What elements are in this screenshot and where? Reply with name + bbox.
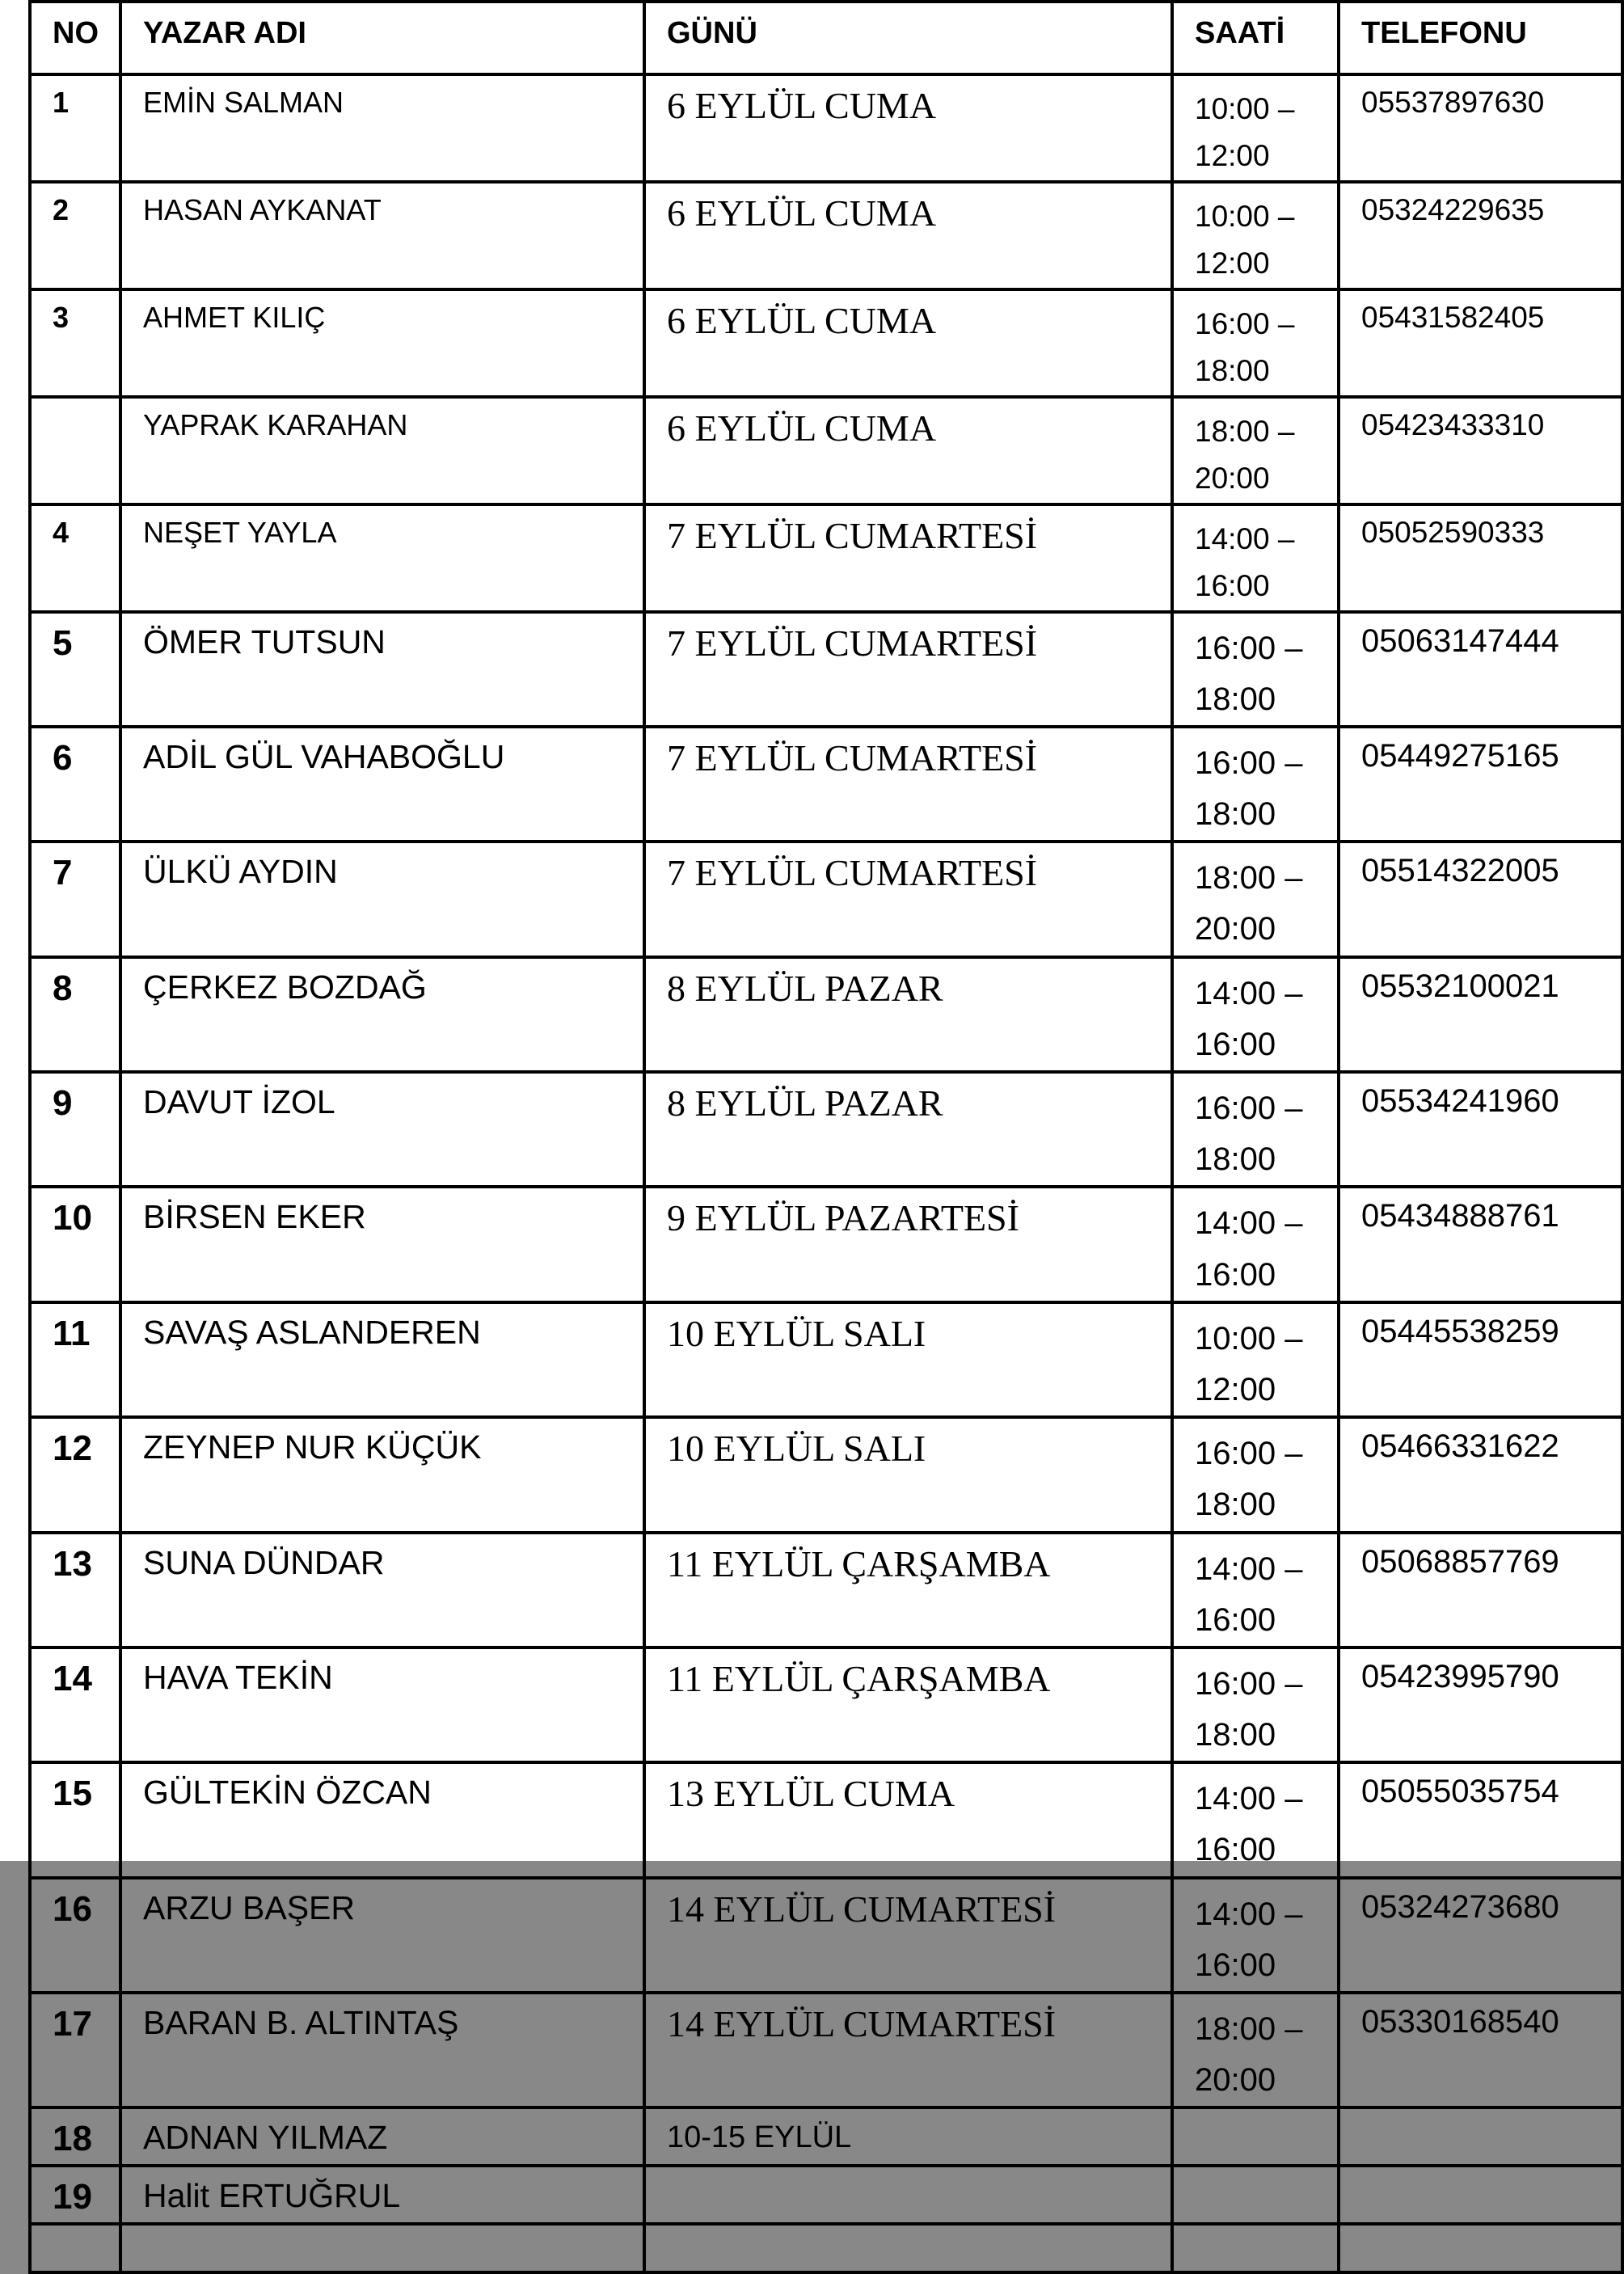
col-header-time: SAATİ [1172, 2, 1339, 74]
row-number-cell: 10 [30, 1187, 120, 1302]
row-number-cell: 19 [30, 2166, 120, 2224]
day-cell [644, 2224, 1172, 2272]
day-cell: 6 EYLÜL CUMA [644, 289, 1172, 397]
row-number-cell: 7 [30, 842, 120, 956]
time-cell [1172, 1878, 1339, 1993]
table-row [30, 74, 1622, 182]
phone-cell: 05423433310 [1339, 397, 1622, 504]
table-row [30, 1187, 1622, 1302]
day-cell: 6 EYLÜL CUMA [644, 74, 1172, 182]
phone-cell: 05532100021 [1339, 957, 1622, 1072]
table-row [30, 2166, 1622, 2224]
phone-cell: 05055035754 [1339, 1762, 1622, 1877]
col-header-day: GÜNÜ [644, 2, 1172, 74]
time-cell [1172, 2107, 1339, 2166]
time-end: 16:00 [1195, 1832, 1276, 1868]
time-end: 12:00 [1195, 247, 1270, 281]
day-cell: 6 EYLÜL CUMA [644, 182, 1172, 289]
time-start: 16:00 – [1195, 1091, 1303, 1127]
col-header-phone: TELEFONU [1339, 2, 1622, 74]
time-end: 18:00 [1195, 1141, 1276, 1178]
table-row [30, 842, 1622, 956]
time-start: 14:00 – [1195, 1896, 1303, 1932]
table-row [30, 289, 1622, 397]
time-start: 16:00 – [1195, 1665, 1303, 1702]
row-number-cell: 1 [30, 74, 120, 182]
day-cell: 10-15 EYLÜL [644, 2107, 1172, 2166]
time-end: 20:00 [1195, 2062, 1276, 2099]
phone-cell: 05449275165 [1339, 727, 1622, 842]
phone-cell: 05324229635 [1339, 182, 1622, 289]
time-start: 16:00 – [1195, 306, 1295, 340]
row-number-cell [30, 397, 120, 504]
table-row [30, 397, 1622, 504]
day-cell: 14 EYLÜL CUMARTESİ [644, 1878, 1172, 1993]
time-cell [1172, 504, 1339, 612]
phone-cell: 05324273680 [1339, 1878, 1622, 1993]
time-start: 16:00 – [1195, 630, 1303, 666]
phone-cell: 05534241960 [1339, 1072, 1622, 1187]
time-end: 12:00 [1195, 1371, 1276, 1407]
time-cell [1172, 2224, 1339, 2272]
author-name-cell: ADNAN YILMAZ [120, 2107, 644, 2166]
phone-cell: 05063147444 [1339, 612, 1622, 727]
col-header-author: YAZAR ADI [120, 2, 644, 74]
author-name-cell: BİRSEN EKER [120, 1187, 644, 1302]
row-number-cell: 5 [30, 612, 120, 727]
day-cell: 10 EYLÜL SALI [644, 1302, 1172, 1417]
time-start: 14:00 – [1195, 1550, 1303, 1587]
phone-cell: 05466331622 [1339, 1417, 1622, 1532]
time-start: 16:00 – [1195, 1436, 1303, 1472]
table-row [30, 1072, 1622, 1187]
time-cell [1172, 397, 1339, 504]
header-row [30, 2, 1622, 74]
row-number-cell: 2 [30, 182, 120, 289]
day-cell: 7 EYLÜL CUMARTESİ [644, 612, 1172, 727]
day-cell: 10 EYLÜL SALI [644, 1417, 1172, 1532]
author-name-cell: HASAN AYKANAT [120, 182, 644, 289]
time-cell [1172, 1302, 1339, 1417]
author-name-cell: Halit ERTUĞRUL [120, 2166, 644, 2224]
time-cell [1172, 727, 1339, 842]
phone-cell [1339, 2107, 1622, 2166]
phone-cell: 05537897630 [1339, 74, 1622, 182]
table-row [30, 957, 1622, 1072]
phone-cell [1339, 2166, 1622, 2224]
author-name-cell [120, 2224, 644, 2272]
author-name-cell: YAPRAK KARAHAN [120, 397, 644, 504]
col-header-no: NO [30, 2, 120, 74]
time-start: 14:00 – [1195, 1205, 1303, 1242]
author-name-cell: SAVAŞ ASLANDEREN [120, 1302, 644, 1417]
row-number-cell [30, 2224, 120, 2272]
time-end: 16:00 [1195, 569, 1270, 603]
table-row [30, 1302, 1622, 1417]
time-start: 14:00 – [1195, 521, 1295, 555]
row-number-cell: 16 [30, 1878, 120, 1993]
row-number-cell: 8 [30, 957, 120, 1072]
table-row [30, 1762, 1622, 1877]
time-cell [1172, 1072, 1339, 1187]
time-cell [1172, 2166, 1339, 2224]
author-name-cell: ADİL GÜL VAHABOĞLU [120, 727, 644, 842]
row-number-cell: 9 [30, 1072, 120, 1187]
table-row [30, 1417, 1622, 1532]
time-end: 18:00 [1195, 1487, 1276, 1523]
time-cell [1172, 1762, 1339, 1877]
table-row [30, 504, 1622, 612]
table-row [30, 182, 1622, 289]
time-cell [1172, 1187, 1339, 1302]
table-row [30, 727, 1622, 842]
table-row [30, 1878, 1622, 1993]
row-number-cell: 14 [30, 1647, 120, 1762]
day-cell: 7 EYLÜL CUMARTESİ [644, 842, 1172, 956]
day-cell: 14 EYLÜL CUMARTESİ [644, 1993, 1172, 2107]
time-start: 18:00 – [1195, 414, 1295, 448]
time-end: 18:00 [1195, 354, 1270, 388]
time-end: 16:00 [1195, 1256, 1276, 1293]
time-end: 20:00 [1195, 462, 1270, 496]
day-cell: 7 EYLÜL CUMARTESİ [644, 504, 1172, 612]
day-cell: 8 EYLÜL PAZAR [644, 957, 1172, 1072]
author-name-cell: ZEYNEP NUR KÜÇÜK [120, 1417, 644, 1532]
author-name-cell: ÇERKEZ BOZDAĞ [120, 957, 644, 1072]
phone-cell: 05514322005 [1339, 842, 1622, 956]
author-name-cell: HAVA TEKİN [120, 1647, 644, 1762]
time-cell [1172, 1533, 1339, 1647]
row-number-cell: 3 [30, 289, 120, 397]
row-number-cell: 6 [30, 727, 120, 842]
time-end: 12:00 [1195, 139, 1270, 173]
time-end: 16:00 [1195, 1601, 1276, 1638]
table-row [30, 1993, 1622, 2107]
time-cell [1172, 289, 1339, 397]
time-start: 10:00 – [1195, 92, 1295, 125]
table-body [30, 74, 1622, 2272]
time-start: 18:00 – [1195, 860, 1303, 897]
row-number-cell: 12 [30, 1417, 120, 1532]
table-row [30, 1647, 1622, 1762]
day-cell: 7 EYLÜL CUMARTESİ [644, 727, 1172, 842]
time-start: 10:00 – [1195, 1320, 1303, 1356]
author-name-cell: NEŞET YAYLA [120, 504, 644, 612]
time-end: 16:00 [1195, 1947, 1276, 1983]
time-cell [1172, 74, 1339, 182]
author-name-cell: ARZU BAŞER [120, 1878, 644, 1993]
time-end: 16:00 [1195, 1026, 1276, 1062]
time-cell [1172, 1647, 1339, 1762]
row-number-cell: 15 [30, 1762, 120, 1877]
day-cell: 9 EYLÜL PAZARTESİ [644, 1187, 1172, 1302]
time-end: 18:00 [1195, 796, 1276, 833]
phone-cell: 05330168540 [1339, 1993, 1622, 2107]
author-name-cell: ÖMER TUTSUN [120, 612, 644, 727]
table-row [30, 2107, 1622, 2166]
author-name-cell: BARAN B. ALTINTAŞ [120, 1993, 644, 2107]
day-cell: 8 EYLÜL PAZAR [644, 1072, 1172, 1187]
time-start: 10:00 – [1195, 199, 1295, 233]
phone-cell: 05052590333 [1339, 504, 1622, 612]
table-row-partial [30, 2224, 1622, 2272]
day-cell [644, 2166, 1172, 2224]
table-row [30, 612, 1622, 727]
table-header [30, 2, 1622, 74]
schedule-table [28, 0, 1624, 2274]
row-number-cell: 11 [30, 1302, 120, 1417]
row-number-cell: 17 [30, 1993, 120, 2107]
phone-cell [1339, 2224, 1622, 2272]
time-end: 18:00 [1195, 1717, 1276, 1753]
day-cell: 11 EYLÜL ÇARŞAMBA [644, 1647, 1172, 1762]
author-name-cell: DAVUT İZOL [120, 1072, 644, 1187]
day-cell: 13 EYLÜL CUMA [644, 1762, 1172, 1877]
day-cell: 11 EYLÜL ÇARŞAMBA [644, 1533, 1172, 1647]
time-start: 14:00 – [1195, 1781, 1303, 1817]
day-cell: 6 EYLÜL CUMA [644, 397, 1172, 504]
time-cell [1172, 1417, 1339, 1532]
row-number-cell: 18 [30, 2107, 120, 2166]
time-start: 16:00 – [1195, 745, 1303, 781]
time-end: 18:00 [1195, 681, 1276, 717]
author-name-cell: EMİN SALMAN [120, 74, 644, 182]
phone-cell: 05445538259 [1339, 1302, 1622, 1417]
author-name-cell: SUNA DÜNDAR [120, 1533, 644, 1647]
phone-cell: 05431582405 [1339, 289, 1622, 397]
time-cell [1172, 182, 1339, 289]
table-row [30, 1533, 1622, 1647]
time-start: 14:00 – [1195, 975, 1303, 1011]
time-cell [1172, 612, 1339, 727]
time-cell [1172, 957, 1339, 1072]
time-start: 18:00 – [1195, 2011, 1303, 2048]
author-name-cell: AHMET KILIÇ [120, 289, 644, 397]
row-number-cell: 13 [30, 1533, 120, 1647]
author-name-cell: ÜLKÜ AYDIN [120, 842, 644, 956]
time-cell [1172, 842, 1339, 956]
phone-cell: 05068857769 [1339, 1533, 1622, 1647]
phone-cell: 05423995790 [1339, 1647, 1622, 1762]
row-number-cell: 4 [30, 504, 120, 612]
time-cell [1172, 1993, 1339, 2107]
phone-cell: 05434888761 [1339, 1187, 1622, 1302]
author-name-cell: GÜLTEKİN ÖZCAN [120, 1762, 644, 1877]
time-end: 20:00 [1195, 911, 1276, 947]
